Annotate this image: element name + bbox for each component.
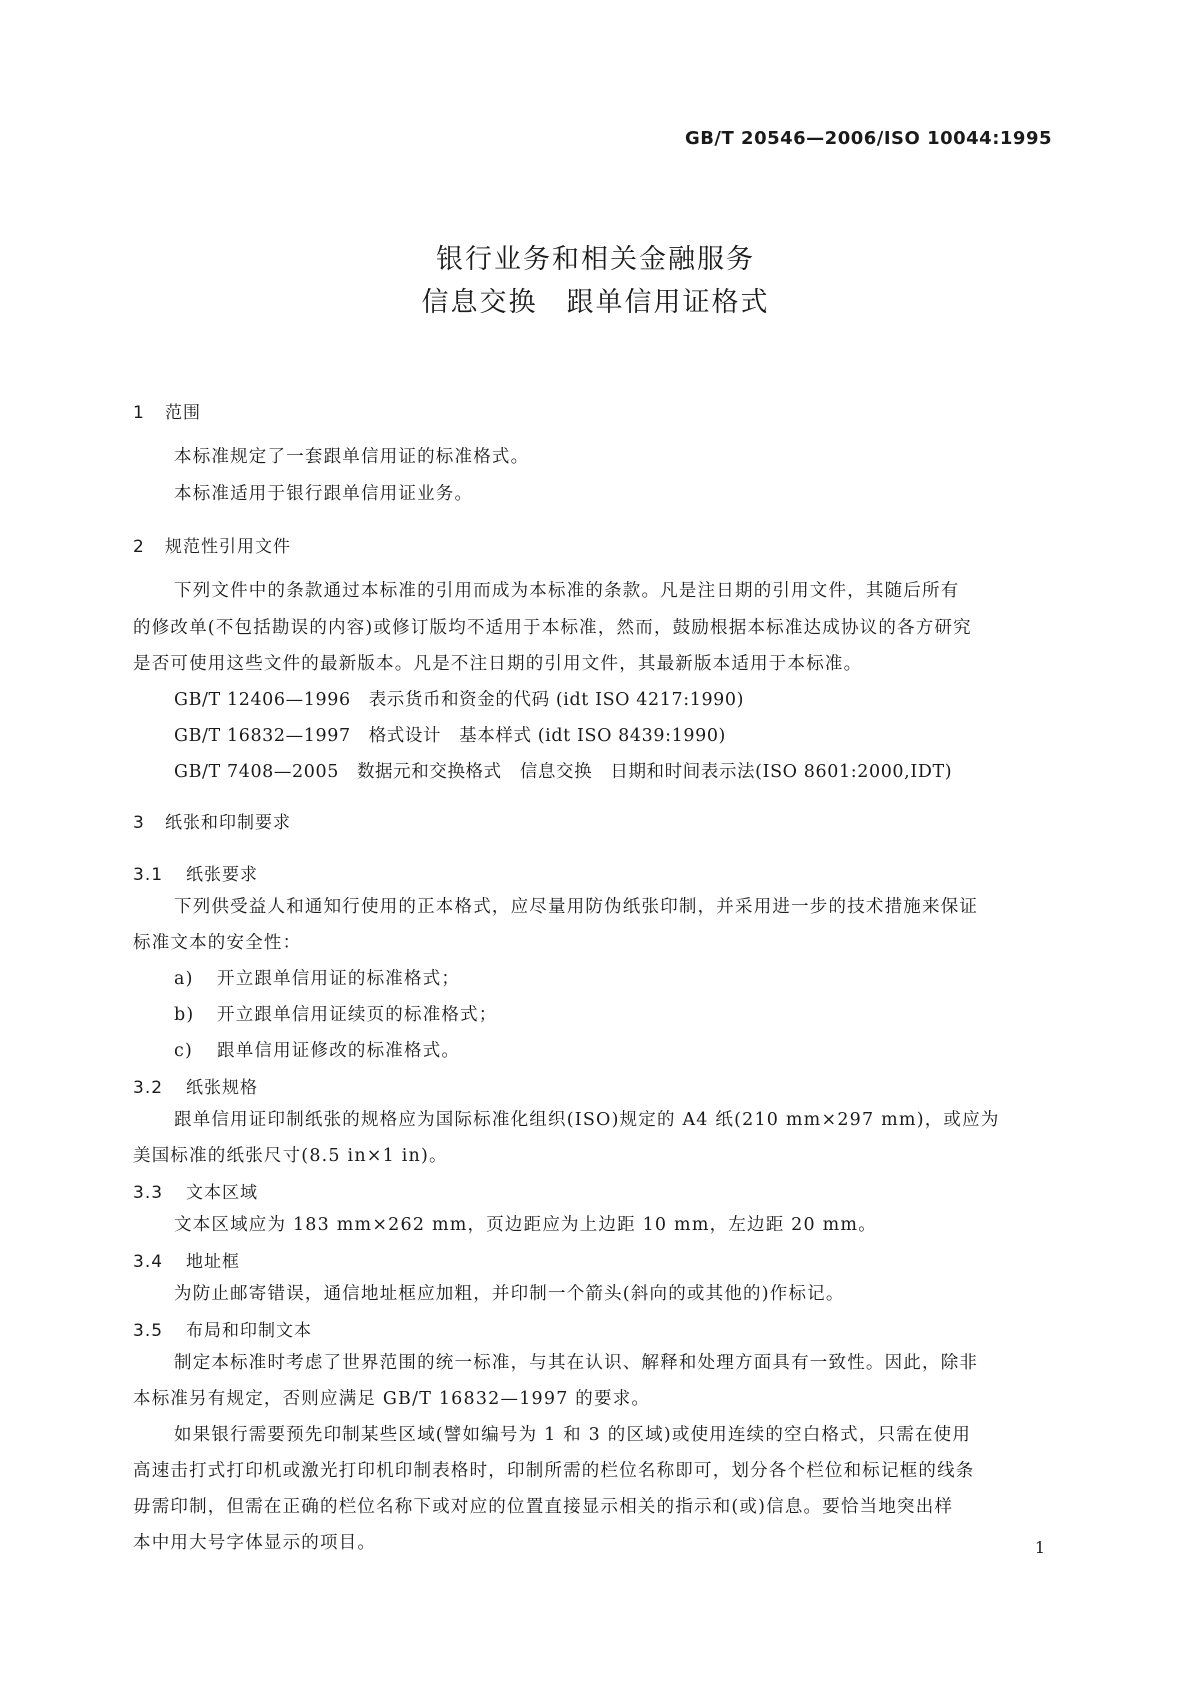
reference-item — [174, 758, 952, 783]
paragraph-line: 高速击打式打印机或激光打印机印制表格时，印制所需的栏位名称即可，划分各个栏位和标记框的线条 — [133, 1461, 975, 1481]
paragraph: 为防止邮寄错误，通信地址框应加粗，并印制一个箭头(斜向的或其他的)作标记。 — [174, 1284, 845, 1304]
paragraph-line: 的修改单(不包括勘误的内容)或修订版均不适用于本标准，然而，鼓励根据本标准达成协议的各方研究 — [133, 618, 972, 638]
document-title-line-2: 信息交换 跟单信用证格式 — [421, 287, 770, 318]
subsection-title: 地址框 — [186, 1252, 240, 1272]
list-item — [174, 1037, 460, 1062]
paragraph-line: 制定本标准时考虑了世界范围的统一标准，与其在认识、解释和处理方面具有一致性。因此，除非 — [174, 1353, 979, 1373]
subsection-number: 3.1 — [133, 865, 164, 885]
subsection-3-2-heading — [133, 1073, 258, 1098]
paragraph: 文本区域应为 183 mm×262 mm，页边距应为上边距 10 mm，左边距 20 mm。 — [174, 1215, 877, 1235]
paragraph-line: 本标准另有规定，否则应满足 GB/T 16832—1997 的要求。 — [133, 1389, 651, 1409]
paragraph-line: 本中用大号字体显示的项目。 — [133, 1533, 377, 1553]
subsection-number: 3.3 — [133, 1183, 164, 1203]
section-number: 1 — [133, 403, 145, 423]
paragraph: 本标准适用于银行跟单信用证业务。 — [174, 484, 474, 504]
subsection-number: 3.2 — [133, 1078, 164, 1098]
standard-code: GB/T 20546—2006/ISO 10044:1995 — [684, 128, 1052, 149]
reference-title: 格式设计 基本样式 (idt ISO 8439:1990) — [368, 726, 726, 746]
section-2-heading — [133, 532, 291, 557]
subsection-3-1-heading — [133, 860, 258, 885]
list-item — [174, 965, 460, 990]
subsection-title: 纸张规格 — [186, 1078, 258, 1098]
subsection-3-5-heading — [133, 1316, 312, 1341]
paragraph: 本标准规定了一套跟单信用证的标准格式。 — [174, 447, 530, 467]
paragraph-line: 美国标准的纸张尺寸(8.5 in×1 in)。 — [133, 1146, 448, 1166]
list-label: c) — [174, 1041, 194, 1061]
section-number: 3 — [133, 813, 145, 833]
paragraph-line: 下列供受益人和通知行使用的正本格式，应尽量用防伪纸张印制，并采用进一步的技术措施来保证 — [174, 897, 979, 917]
subsection-number: 3.5 — [133, 1321, 164, 1341]
list-text: 开立跟单信用证的标准格式； — [217, 969, 461, 989]
list-text: 跟单信用证修改的标准格式。 — [217, 1041, 461, 1061]
subsection-title: 纸张要求 — [186, 865, 258, 885]
list-text: 开立跟单信用证续页的标准格式； — [217, 1005, 498, 1025]
reference-code: GB/T 7408—2005 — [174, 762, 339, 782]
paragraph-line: 下列文件中的条款通过本标准的引用而成为本标准的条款。凡是注日期的引用文件，其随后所有 — [174, 581, 960, 601]
reference-item — [174, 722, 726, 747]
subsection-3-4-heading — [133, 1247, 240, 1272]
subsection-number: 3.4 — [133, 1252, 164, 1272]
subsection-3-3-heading — [133, 1178, 258, 1203]
section-1-heading — [133, 398, 201, 423]
paragraph-line: 是否可使用这些文件的最新版本。凡是不注日期的引用文件，其最新版本适用于本标准。 — [133, 654, 863, 674]
subsection-title: 布局和印制文本 — [186, 1321, 312, 1341]
paragraph-line: 跟单信用证印制纸张的规格应为国际标准化组织(ISO)规定的 A4 纸(210 mm×297 mm)，或应为 — [174, 1110, 1000, 1130]
document-title-line-1: 银行业务和相关金融服务 — [436, 244, 755, 275]
list-label: b) — [174, 1005, 195, 1025]
section-title: 规范性引用文件 — [165, 537, 291, 557]
section-title: 范围 — [165, 403, 201, 423]
reference-title: 表示货币和资金的代码 (idt ISO 4217:1990) — [368, 690, 745, 710]
subsection-title: 文本区域 — [186, 1183, 258, 1203]
list-label: a) — [174, 969, 194, 989]
list-item — [174, 1001, 498, 1026]
section-title: 纸张和印制要求 — [165, 813, 291, 833]
reference-title: 数据元和交换格式 信息交换 日期和时间表示法(ISO 8601:2000,IDT) — [356, 762, 953, 782]
reference-code: GB/T 12406—1996 — [174, 690, 351, 710]
section-3-heading — [133, 808, 291, 833]
paragraph-line: 毋需印制，但需在正确的栏位名称下或对应的位置直接显示相关的指示和(或)信息。要恰当地突出样 — [133, 1497, 954, 1517]
paragraph-line: 标准文本的安全性： — [133, 933, 302, 953]
reference-code: GB/T 16832—1997 — [174, 726, 351, 746]
paragraph-line: 如果银行需要预先印制某些区域(譬如编号为 1 和 3 的区域)或使用连续的空白格式，只需在使用 — [174, 1425, 972, 1445]
section-number: 2 — [133, 537, 145, 557]
page-number: 1 — [1034, 1538, 1045, 1557]
reference-item — [174, 686, 744, 711]
